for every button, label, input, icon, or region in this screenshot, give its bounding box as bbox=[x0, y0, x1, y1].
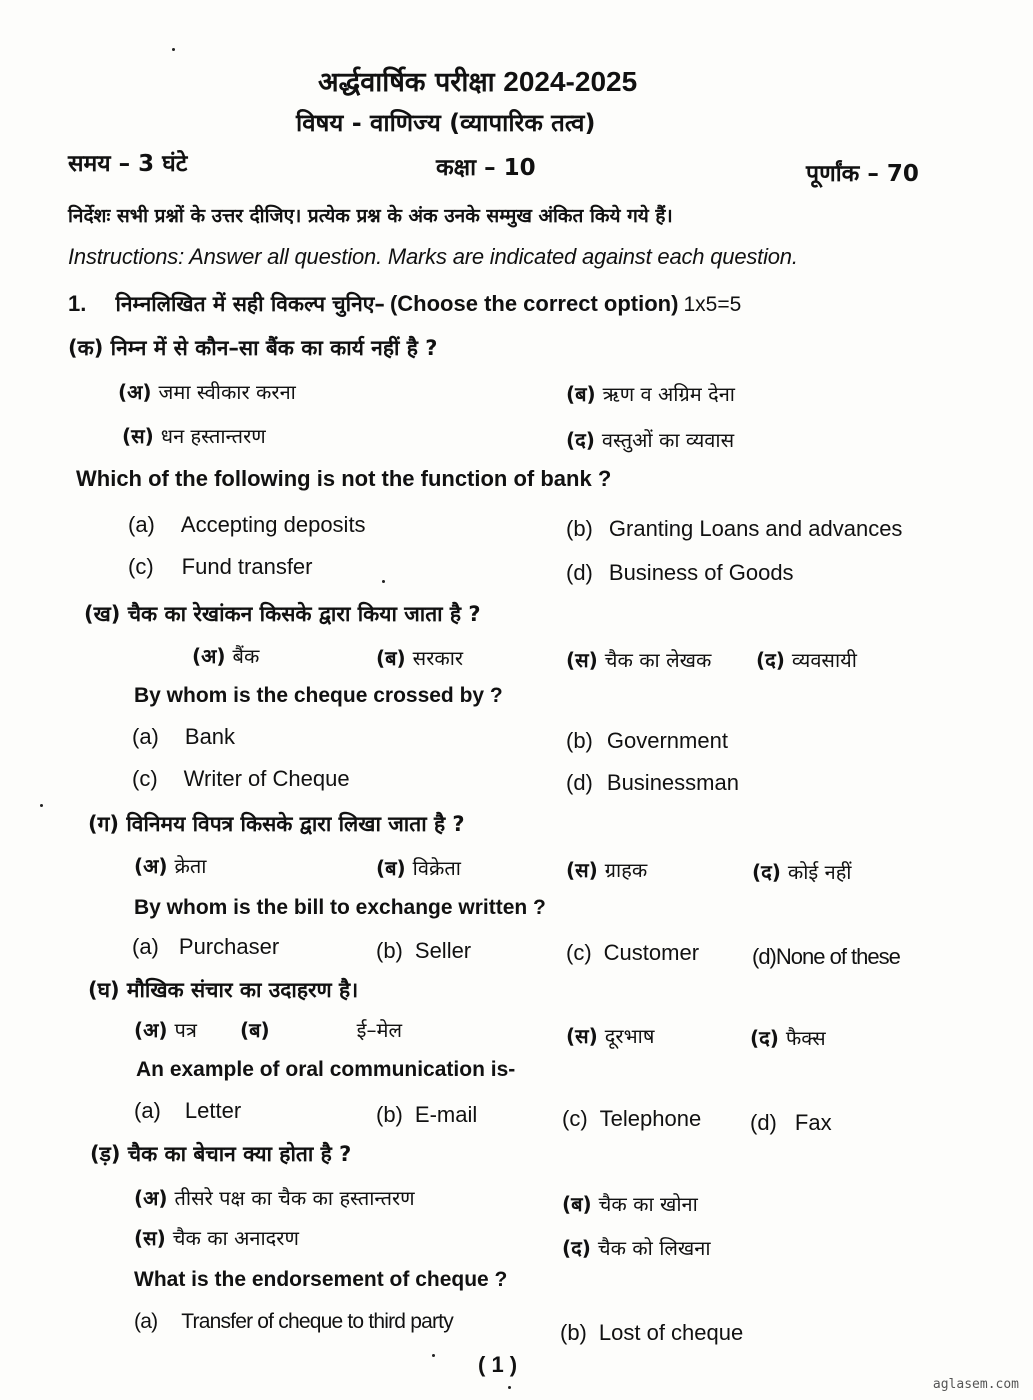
option: (b) Lost of cheque bbox=[560, 1320, 744, 1345]
option: (d) Fax bbox=[750, 1110, 832, 1135]
question-text: विनिमय विपत्र किसके द्वारा लिखा जाता है ? bbox=[126, 812, 465, 836]
option: (a) Transfer of cheque to third party bbox=[134, 1310, 453, 1333]
option: (अ) जमा स्वीकार करना bbox=[118, 380, 296, 404]
option: (b) E-mail bbox=[376, 1102, 478, 1127]
scan-speck bbox=[432, 1354, 435, 1357]
option: (अ) बैंक bbox=[192, 644, 260, 668]
option: (स) धन हस्तान्तरण bbox=[122, 424, 266, 448]
question-text: चैक का बेचान क्या होता है ? bbox=[127, 1142, 352, 1166]
question-1-hindi: निम्नलिखित में सही विकल्प चुनिए– bbox=[115, 292, 385, 316]
question-b-hindi bbox=[84, 600, 481, 628]
question-e-hindi bbox=[90, 1140, 351, 1168]
time-allowed: समय – 3 घंटे bbox=[68, 151, 188, 177]
option: (c) Telephone bbox=[562, 1106, 702, 1131]
question-label: (घ) bbox=[88, 978, 120, 1002]
option: (ब) ई–मेल bbox=[240, 1018, 403, 1042]
option: (स) ग्राहक bbox=[566, 858, 648, 882]
question-text: मौखिक संचार का उदाहरण है। bbox=[126, 978, 359, 1002]
question-label: (ग) bbox=[88, 812, 120, 836]
question-label: (ख) bbox=[84, 602, 121, 626]
subject-line: विषय - वाणिज्य (व्यापारिक तत्व) bbox=[296, 109, 596, 137]
option: (ब) विक्रेता bbox=[376, 856, 461, 880]
option: (a) Bank bbox=[132, 724, 236, 749]
option: (c) Writer of Cheque bbox=[132, 766, 350, 791]
question-b-english: By whom is the cheque crossed by ? bbox=[134, 684, 503, 707]
question-1-marks: 1x5=5 bbox=[683, 293, 742, 316]
question-a-english: Which of the following is not the function of bank ? bbox=[76, 466, 612, 491]
option: (ब) ऋण व अग्रिम देना bbox=[566, 382, 735, 406]
watermark: aglasem.com bbox=[932, 1377, 1019, 1392]
option: (ब) चैक का खोना bbox=[562, 1192, 698, 1216]
exam-year: 2024-2025 bbox=[503, 66, 638, 97]
max-marks: पूर्णांक – 70 bbox=[806, 161, 919, 187]
option: (अ) तीसरे पक्ष का चैक का हस्तान्तरण bbox=[134, 1186, 415, 1210]
option: (स) चैक का अनादरण bbox=[134, 1226, 299, 1250]
option: (b) Granting Loans and advances bbox=[566, 516, 903, 541]
option: (a) Accepting deposits bbox=[128, 512, 366, 537]
option: (द) चैक को लिखना bbox=[562, 1236, 711, 1260]
scan-speck bbox=[382, 580, 385, 583]
option: (c) Customer bbox=[566, 940, 700, 965]
question-e-english: What is the endorsement of cheque ? bbox=[134, 1268, 508, 1291]
option: (d) Businessman bbox=[566, 770, 739, 795]
option: (द) वस्तुओं का व्यवास bbox=[566, 428, 735, 452]
question-label: (ड़) bbox=[90, 1142, 121, 1166]
option: (d) Business of Goods bbox=[566, 560, 794, 585]
question-d-english: An example of oral communication is- bbox=[136, 1058, 516, 1081]
question-1-english: (Choose the correct option) bbox=[389, 291, 679, 316]
option: (b) Government bbox=[566, 728, 728, 753]
instructions-hindi: निर्देशः सभी प्रश्नों के उत्तर दीजिए। प्रत्येक प्रश्न के अंक उनके सम्मुख अंकित किये गये हैं। bbox=[68, 205, 673, 227]
question-text: चैक का रेखांकन किसके द्वारा किया जाता है ? bbox=[127, 602, 481, 626]
option: (स) दूरभाष bbox=[566, 1024, 655, 1048]
question-1-heading bbox=[68, 290, 948, 318]
option: (d)None of these bbox=[752, 944, 900, 969]
option: (द) फैक्स bbox=[750, 1026, 826, 1050]
scan-speck bbox=[172, 48, 175, 51]
question-d-hindi bbox=[88, 976, 358, 1004]
option: (द) व्यवसायी bbox=[756, 648, 857, 672]
option: (अ) क्रेता bbox=[134, 854, 207, 878]
scan-speck bbox=[508, 1386, 511, 1389]
option: (स) चैक का लेखक bbox=[566, 648, 712, 672]
question-c-english: By whom is the bill to exchange written ? bbox=[134, 896, 546, 919]
question-a-hindi bbox=[68, 334, 437, 362]
exam-title-hindi: अर्द्धवार्षिक परीक्षा bbox=[318, 67, 495, 98]
option: (द) कोई नहीं bbox=[752, 860, 852, 884]
page-number: ( 1 ) bbox=[478, 1352, 518, 1377]
question-number: 1. bbox=[68, 291, 87, 316]
option: (a) Purchaser bbox=[132, 934, 280, 959]
exam-title bbox=[318, 62, 637, 99]
option: (अ) पत्र bbox=[134, 1018, 197, 1042]
question-text: निम्न में से कौन–सा बैंक का कार्य नहीं है ? bbox=[110, 336, 438, 360]
scan-speck bbox=[40, 804, 43, 807]
class-label: कक्षा – 10 bbox=[436, 155, 536, 181]
instructions-english: Instructions: Answer all question. Marks are indicated against each question. bbox=[68, 244, 798, 269]
option: (b) Seller bbox=[376, 938, 472, 963]
option: (a) Letter bbox=[134, 1098, 242, 1123]
question-c-hindi bbox=[88, 810, 465, 838]
option: (ब) सरकार bbox=[376, 646, 464, 670]
option: (c) Fund transfer bbox=[128, 554, 313, 579]
question-label: (क) bbox=[68, 336, 104, 360]
